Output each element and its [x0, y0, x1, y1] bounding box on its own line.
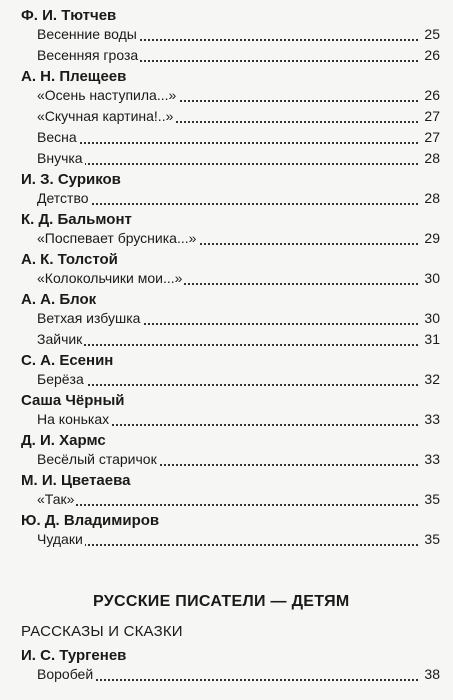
author-name: И. С. Тургенев [21, 647, 127, 664]
work-title: Ветхая избушка [37, 310, 141, 326]
toc-entry [37, 189, 440, 210]
subsection-title: РАССКАЗЫ И СКАЗКИ [21, 623, 183, 640]
work-title: Весна [37, 129, 77, 145]
section-title: РУССКИЕ ПИСАТЕЛИ — ДЕТЯМ [93, 593, 350, 610]
page-number: 33 [424, 451, 440, 467]
toc-entry [37, 269, 440, 290]
work-title: Весёлый старичок [37, 451, 157, 467]
page-number: 27 [424, 108, 440, 124]
page-number: 26 [424, 87, 440, 103]
toc-entry [37, 128, 440, 149]
author-name: А. К. Толстой [21, 251, 118, 268]
dot-leader [37, 384, 418, 386]
work-title: На коньках [37, 411, 110, 427]
author-name: Д. И. Хармс [21, 432, 106, 449]
table-of-contents-continued [0, 646, 453, 686]
work-title: Внучка [37, 150, 83, 166]
table-of-contents [0, 6, 453, 551]
toc-entry [37, 149, 440, 170]
work-title: «Так» [37, 491, 75, 507]
page-number: 27 [424, 129, 440, 145]
toc-entry [37, 107, 440, 128]
toc-entry [37, 665, 440, 686]
toc-entry [37, 490, 440, 511]
work-title: Детство [37, 190, 89, 206]
work-title: Берёза [37, 371, 84, 387]
page-number: 28 [424, 190, 440, 206]
toc-entry [37, 330, 440, 351]
dot-leader [37, 504, 418, 506]
toc-entry [37, 46, 440, 67]
author-name: Саша Чёрный [21, 392, 125, 409]
page-number: 31 [424, 331, 440, 347]
work-title: «Колокольчики мои...» [37, 270, 183, 286]
work-title: «Осень наступила...» [37, 87, 177, 103]
toc-entry [37, 410, 440, 431]
page-number: 29 [424, 230, 440, 246]
author-name: С. А. Есенин [21, 352, 114, 369]
toc-entry [37, 229, 440, 250]
work-title: «Скучная картина!..» [37, 108, 174, 124]
author-name: А. А. Блок [21, 291, 97, 308]
toc-entry [37, 309, 440, 330]
dot-leader [37, 203, 418, 205]
work-title: Весенняя гроза [37, 47, 139, 63]
work-title: Весенние воды [37, 26, 137, 42]
page-number: 38 [424, 666, 440, 682]
author-name: Ф. И. Тютчев [21, 7, 117, 24]
toc-entry [37, 530, 440, 551]
page-number: 35 [424, 531, 440, 547]
toc-entry [37, 370, 440, 391]
author-name: К. Д. Бальмонт [21, 211, 132, 228]
author-name: М. И. Цветаева [21, 472, 131, 489]
author-name: И. З. Суриков [21, 171, 121, 188]
work-title: Воробей [37, 666, 94, 682]
page-number: 30 [424, 270, 440, 286]
work-title: Зайчик [37, 331, 83, 347]
toc-entry [37, 450, 440, 471]
page-number: 26 [424, 47, 440, 63]
dot-leader [37, 142, 418, 144]
dot-leader [37, 163, 418, 165]
page-number: 28 [424, 150, 440, 166]
toc-entry [37, 86, 440, 107]
work-title: Чудаки [37, 531, 83, 547]
author-name: Ю. Д. Владимиров [21, 512, 160, 529]
page-number: 35 [424, 491, 440, 507]
dot-leader [37, 344, 418, 346]
toc-entry [37, 25, 440, 46]
page-number: 30 [424, 310, 440, 326]
page-number: 32 [424, 371, 440, 387]
page-number: 25 [424, 26, 440, 42]
author-name: А. Н. Плещеев [21, 68, 127, 85]
dot-leader [37, 544, 418, 546]
work-title: «Поспевает брусника...» [37, 230, 197, 246]
page-number: 33 [424, 411, 440, 427]
